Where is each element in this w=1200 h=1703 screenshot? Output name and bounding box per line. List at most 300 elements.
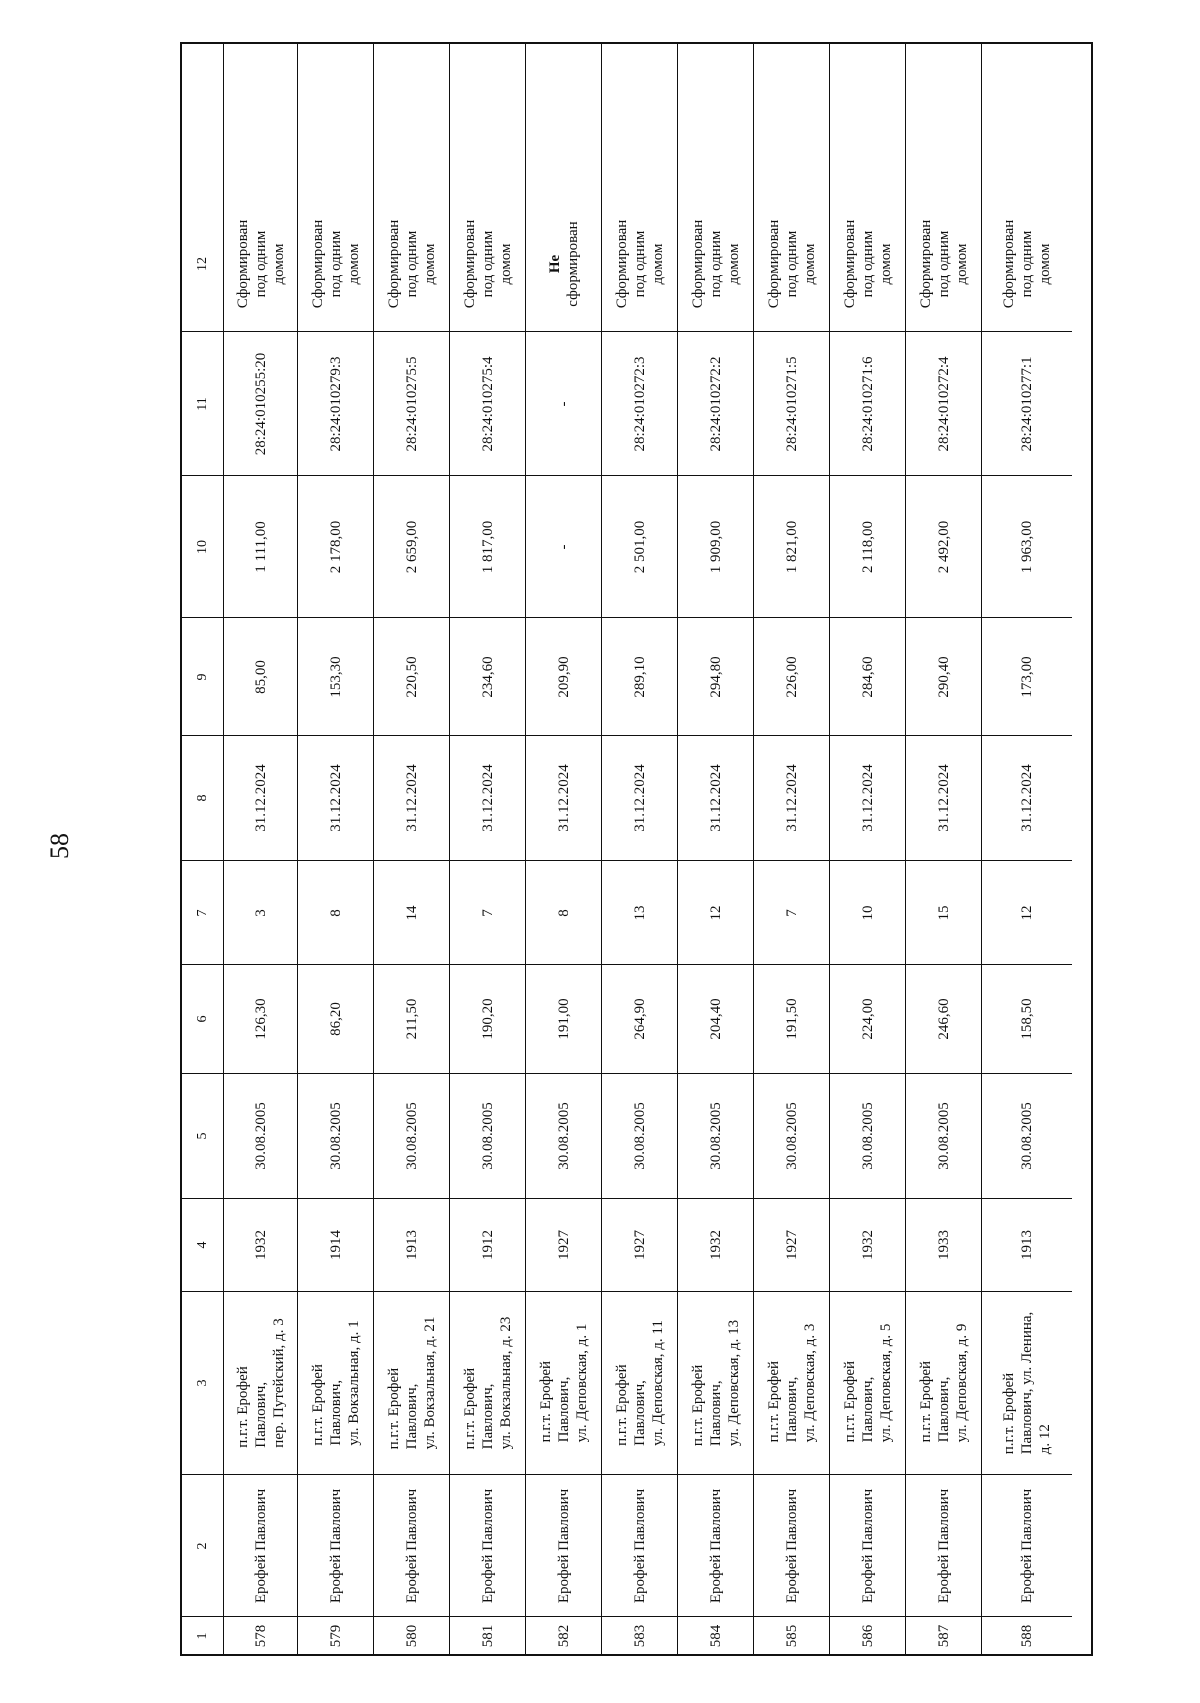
cell-text: Ерофей Павлович	[327, 1488, 344, 1603]
cell-line: п.г.т. Ерофей	[689, 1364, 706, 1447]
table-cell	[298, 197, 373, 331]
table-cell	[678, 617, 753, 735]
cell-text: 28:24:010272:4	[935, 355, 952, 452]
table-cell	[982, 1474, 1072, 1616]
cell-text: 30.08.2005	[783, 1102, 800, 1170]
cell-line: домом	[649, 243, 666, 285]
cell-text: 28:24:010272:3	[631, 355, 648, 452]
cell-text: 8	[327, 908, 344, 917]
header-cell	[182, 1616, 223, 1654]
cell-text: 30.08.2005	[707, 1102, 724, 1170]
table-cell	[602, 1616, 677, 1654]
cell-line: п.г.т. Ерофей	[537, 1360, 554, 1443]
cell-text: Ерофей Павлович	[403, 1488, 420, 1603]
cell-line: Сформирован	[765, 219, 782, 309]
cell-line: ул. Деповская, д. 3	[801, 1323, 818, 1443]
table-cell	[298, 1474, 373, 1616]
table-cell	[754, 331, 829, 475]
header-cell	[182, 1198, 223, 1291]
table-cell	[982, 860, 1072, 964]
cell-text: 31.12.2024	[859, 764, 876, 832]
table-row	[449, 44, 525, 1654]
table-cell	[678, 331, 753, 475]
table-cell	[526, 964, 601, 1073]
table-cell	[450, 475, 525, 617]
table-cell	[374, 617, 449, 735]
table-cell	[678, 735, 753, 860]
cell-line: Сформирован	[841, 219, 858, 309]
cell-text: -	[555, 544, 572, 549]
table-cell	[224, 735, 297, 860]
cell-line: Сформирован	[461, 219, 478, 309]
cell-line: Павлович,	[935, 1376, 952, 1443]
cell-text: 583	[631, 1624, 648, 1647]
cell-text: Ерофей Павлович	[935, 1488, 952, 1603]
table-cell	[830, 331, 905, 475]
cell-text: 290,40	[935, 655, 952, 698]
cell-text: 31.12.2024	[935, 764, 952, 832]
table-cell	[450, 1616, 525, 1654]
cell-line: ул. Вокзальная, д. 21	[421, 1316, 438, 1450]
column-number: 4	[194, 1241, 210, 1249]
header-row	[182, 44, 223, 1654]
table-cell	[526, 331, 601, 475]
cell-line: Сформирован	[234, 219, 251, 309]
cell-text: 190,20	[479, 998, 496, 1040]
cell-text: 28:24:010275:5	[403, 355, 420, 452]
table-cell	[450, 331, 525, 475]
cell-line: под одним	[1019, 230, 1035, 298]
table-cell	[374, 860, 449, 964]
cell-text: 204,40	[707, 998, 724, 1040]
table-cell	[754, 1198, 829, 1291]
table-cell	[906, 1474, 981, 1616]
cell-text	[689, 220, 743, 309]
cell-line: домом	[725, 243, 742, 285]
table-cell	[374, 1291, 449, 1474]
table-cell	[298, 1291, 373, 1474]
page-number-text: 58	[45, 833, 74, 859]
cell-text: 28:24:010275:4	[479, 355, 496, 452]
table-cell	[830, 1616, 905, 1654]
table-cell	[602, 331, 677, 475]
table-cell	[982, 617, 1072, 735]
cell-line: ул. Деповская, д. 9	[953, 1323, 970, 1443]
table-cell	[298, 860, 373, 964]
cell-text: 581	[479, 1624, 496, 1647]
cell-text	[461, 220, 515, 309]
cell-text: 2 501,00	[631, 520, 648, 573]
cell-text: 1 817,00	[479, 520, 496, 573]
cell-text: 284,60	[859, 655, 876, 698]
table-cell	[224, 197, 297, 331]
cell-text: 289,10	[631, 655, 648, 698]
cell-text	[765, 1324, 819, 1443]
cell-line: домом	[270, 243, 287, 285]
table-cell	[678, 197, 753, 331]
table-cell	[982, 1291, 1072, 1474]
cell-text	[841, 220, 895, 309]
cell-line: ул. Деповская, д. 1	[573, 1323, 590, 1443]
cell-line: Сформирован	[385, 219, 402, 309]
table-cell	[830, 197, 905, 331]
cell-text: 1914	[327, 1230, 344, 1260]
cell-text: 28:24:010271:6	[859, 355, 876, 452]
table-cell	[906, 1073, 981, 1198]
cell-text: 7	[783, 908, 800, 917]
cell-text: 1927	[783, 1230, 800, 1260]
cell-text: 580	[403, 1624, 420, 1647]
cell-text: 220,50	[403, 655, 420, 698]
cell-text: 587	[935, 1624, 952, 1647]
cell-text: 1932	[252, 1230, 269, 1260]
table-cell	[450, 1291, 525, 1474]
cell-line: сформирован	[564, 221, 581, 307]
column-number: 2	[194, 1542, 210, 1549]
table-cell	[982, 735, 1072, 860]
cell-text: 246,60	[935, 998, 952, 1040]
table-cell	[526, 735, 601, 860]
table-cell	[224, 331, 297, 475]
cell-text: Ерофей Павлович	[252, 1488, 269, 1603]
cell-text: 582	[555, 1624, 572, 1647]
table-cell	[374, 964, 449, 1073]
table-cell	[224, 475, 297, 617]
cell-line: ул. Вокзальная, д. 23	[497, 1316, 514, 1450]
page-number	[40, 816, 80, 876]
table-cell	[754, 1073, 829, 1198]
cell-line: д. 12	[1037, 1424, 1053, 1455]
cell-line: п.г.т. Ерофей	[234, 1366, 251, 1448]
cell-line: Павлович,	[479, 1383, 496, 1450]
table-cell	[526, 475, 601, 617]
table-cell	[374, 475, 449, 617]
table-cell	[224, 1291, 297, 1474]
table-cell	[602, 735, 677, 860]
table-cell	[224, 617, 297, 735]
cell-text: 1912	[479, 1230, 496, 1260]
table-cell	[906, 1616, 981, 1654]
cell-text: 191,50	[783, 998, 800, 1040]
table-cell	[298, 475, 373, 617]
table-cell	[830, 475, 905, 617]
cell-text: 191,00	[555, 998, 572, 1040]
cell-text: Ерофей Павлович	[479, 1488, 496, 1603]
table-cell	[830, 1198, 905, 1291]
table-cell	[602, 860, 677, 964]
cell-line: под одним	[631, 230, 648, 298]
header-cell	[182, 964, 223, 1073]
cell-line: ул. Деповская, д. 5	[877, 1323, 894, 1443]
cell-line: домом	[953, 243, 970, 285]
header-cell	[182, 617, 223, 735]
table-cell	[830, 617, 905, 735]
table-cell	[450, 1073, 525, 1198]
column-number: 1	[194, 1632, 210, 1639]
table-cell	[754, 1616, 829, 1654]
cell-line: ул. Деповская, д. 11	[649, 1320, 666, 1446]
table-cell	[602, 1291, 677, 1474]
cell-line: Павлович, ул. Ленина,	[1019, 1311, 1035, 1455]
cell-text: 1932	[707, 1230, 724, 1260]
table-cell	[526, 617, 601, 735]
cell-line: Павлович,	[859, 1376, 876, 1443]
cell-text: -	[555, 401, 572, 406]
cell-text: 173,00	[1019, 655, 1035, 698]
table-cell	[526, 860, 601, 964]
cell-text: 13	[631, 905, 648, 920]
cell-line: домом	[421, 243, 438, 285]
cell-text: 578	[252, 1624, 269, 1647]
cell-text: 7	[479, 908, 496, 917]
column-number: 11	[194, 396, 210, 411]
table-row	[753, 44, 829, 1654]
cell-text: 224,00	[859, 998, 876, 1040]
cell-text	[546, 221, 582, 306]
cell-line: ул. Вокзальная, д. 1	[345, 1320, 362, 1446]
cell-text: 28:24:010279:3	[327, 355, 344, 452]
header-cell	[182, 735, 223, 860]
cell-text: 2 492,00	[935, 520, 952, 573]
cell-line: Сформирован	[917, 219, 934, 309]
column-number: 6	[194, 1015, 210, 1023]
table-cell	[224, 1616, 297, 1654]
table-cell	[450, 1474, 525, 1616]
column-number: 7	[194, 909, 210, 916]
cell-text: 209,90	[555, 655, 572, 698]
cell-line: п.г.т. Ерофей	[613, 1364, 630, 1446]
cell-text	[234, 1318, 288, 1447]
table-cell	[678, 1198, 753, 1291]
cell-text: 153,30	[327, 655, 344, 698]
table-cell	[526, 1073, 601, 1198]
table-cell	[906, 1291, 981, 1474]
table-cell	[678, 1073, 753, 1198]
cell-text	[309, 1320, 363, 1445]
table-cell	[982, 964, 1072, 1073]
table-cell	[298, 964, 373, 1073]
cell-line: под одним	[327, 230, 344, 298]
table-row	[677, 44, 753, 1654]
table-cell	[526, 1616, 601, 1654]
table-cell	[906, 617, 981, 735]
table-cell	[450, 197, 525, 331]
cell-text: 1 821,00	[783, 520, 800, 573]
table-cell	[602, 964, 677, 1073]
table-cell	[374, 197, 449, 331]
cell-text: 294,80	[707, 655, 724, 698]
table-cell	[526, 1291, 601, 1474]
cell-text: Ерофей Павлович	[1019, 1488, 1035, 1603]
cell-text: 264,90	[631, 998, 648, 1040]
table-cell	[830, 1474, 905, 1616]
table-row	[981, 44, 1072, 1654]
cell-line: п.г.т. Ерофей	[765, 1360, 782, 1443]
table-cell	[754, 964, 829, 1073]
cell-text: 85,00	[252, 659, 269, 694]
cell-line: Сформирован	[613, 219, 630, 309]
cell-text: 1932	[859, 1230, 876, 1260]
cell-text: 30.08.2005	[555, 1102, 572, 1170]
cell-line: Павлович,	[631, 1380, 648, 1446]
cell-text: 1933	[935, 1230, 952, 1260]
cell-text	[613, 220, 667, 309]
table-cell	[754, 860, 829, 964]
table-cell	[906, 197, 981, 331]
cell-text: 31.12.2024	[631, 764, 648, 832]
cell-text: Ерофей Павлович	[707, 1488, 724, 1603]
table-cell	[224, 1198, 297, 1291]
cell-line: Сформирован	[689, 219, 706, 309]
cell-text: 585	[783, 1624, 800, 1647]
cell-text: 31.12.2024	[1019, 764, 1035, 832]
cell-text	[765, 220, 819, 309]
table-cell	[982, 197, 1072, 331]
cell-line: под одним	[403, 230, 420, 298]
table-cell	[982, 331, 1072, 475]
column-number: 10	[194, 539, 210, 554]
cell-text: 12	[1019, 905, 1035, 920]
cell-line: под одним	[935, 230, 952, 298]
cell-text: Ерофей Павлович	[555, 1488, 572, 1603]
cell-line: Павлович,	[707, 1380, 724, 1447]
table-cell	[982, 1198, 1072, 1291]
cell-line: Павлович,	[252, 1381, 269, 1448]
column-number: 12	[194, 257, 210, 271]
cell-text	[841, 1324, 895, 1443]
cell-text: 8	[555, 908, 572, 917]
cell-text: 30.08.2005	[859, 1102, 876, 1170]
cell-text: 31.12.2024	[327, 764, 344, 832]
table-cell	[224, 1474, 297, 1616]
table-cell	[602, 1198, 677, 1291]
table-cell	[374, 1616, 449, 1654]
cell-text: 226,00	[783, 655, 800, 698]
cell-text: 15	[935, 905, 952, 920]
cell-text: Ерофей Павлович	[783, 1488, 800, 1603]
cell-text: 10	[859, 905, 876, 920]
cell-text: 86,20	[327, 1002, 344, 1036]
table-cell	[906, 735, 981, 860]
table-cell	[754, 475, 829, 617]
table-cell	[224, 964, 297, 1073]
table-cell	[678, 1616, 753, 1654]
cell-text: 30.08.2005	[479, 1102, 496, 1170]
cell-text	[917, 1324, 971, 1443]
table-cell	[450, 617, 525, 735]
cell-text: 30.08.2005	[403, 1102, 420, 1170]
cell-text: 1927	[631, 1230, 648, 1260]
header-cell	[182, 475, 223, 617]
table-cell	[906, 475, 981, 617]
cell-text: Ерофей Павлович	[859, 1488, 876, 1603]
cell-text: 31.12.2024	[479, 764, 496, 832]
cell-text	[234, 220, 288, 309]
table-cell	[982, 1616, 1072, 1654]
cell-text	[537, 1324, 591, 1443]
table-cell	[526, 1198, 601, 1291]
cell-text: 12	[707, 905, 724, 920]
cell-line: Павлович,	[327, 1379, 344, 1446]
table-cell	[450, 735, 525, 860]
table-cell	[374, 331, 449, 475]
table-cell	[906, 860, 981, 964]
table-row	[223, 44, 297, 1654]
cell-text: 588	[1019, 1624, 1035, 1647]
cell-line: Сформирован	[1001, 219, 1017, 309]
table-cell	[298, 331, 373, 475]
cell-text	[689, 1320, 743, 1446]
cell-text: 31.12.2024	[403, 764, 420, 832]
cell-text: 586	[859, 1624, 876, 1647]
table-cell	[374, 1073, 449, 1198]
column-number: 5	[194, 1132, 210, 1140]
cell-text: 30.08.2005	[935, 1102, 952, 1170]
cell-text: 1913	[403, 1230, 420, 1260]
cell-text: 30.08.2005	[327, 1102, 344, 1170]
cell-line: Павлович,	[783, 1376, 800, 1443]
table-cell	[526, 1474, 601, 1616]
table-cell	[830, 964, 905, 1073]
cell-line: домом	[1037, 243, 1053, 285]
cell-line: под одним	[707, 230, 724, 298]
cell-line: домом	[801, 243, 818, 285]
table-cell	[830, 1073, 905, 1198]
cell-text: 28:24:010255:20	[252, 352, 269, 455]
table-cell	[754, 617, 829, 735]
column-number: 9	[194, 673, 210, 680]
cell-line: п.г.т. Ерофей	[309, 1364, 326, 1446]
table-cell	[678, 1474, 753, 1616]
cell-line: под одним	[859, 230, 876, 298]
cell-line: домом	[345, 243, 362, 285]
table-cell	[602, 197, 677, 331]
table-cell	[298, 1616, 373, 1654]
table-cell	[602, 475, 677, 617]
table-cell	[830, 860, 905, 964]
cell-line: Павлович,	[403, 1383, 420, 1450]
header-cell	[182, 331, 223, 475]
table-row	[905, 44, 981, 1654]
table-cell	[450, 1198, 525, 1291]
cell-text: 2 178,00	[327, 520, 344, 573]
cell-text: 1927	[555, 1230, 572, 1260]
cell-text	[461, 1317, 515, 1450]
cell-text	[917, 220, 971, 309]
column-number: 3	[194, 1379, 210, 1387]
table-cell	[224, 1073, 297, 1198]
cell-line: под одним	[252, 230, 269, 298]
cell-text	[309, 220, 363, 309]
table-cell	[754, 735, 829, 860]
cell-line: п.г.т. Ерофей	[461, 1367, 478, 1450]
table-cell	[602, 1474, 677, 1616]
cell-text: Ерофей Павлович	[631, 1488, 648, 1603]
table-cell	[678, 475, 753, 617]
table-cell	[906, 964, 981, 1073]
table-cell	[602, 617, 677, 735]
table-cell	[374, 735, 449, 860]
table-row	[829, 44, 905, 1654]
header-cell	[182, 1474, 223, 1616]
cell-text: 30.08.2005	[631, 1102, 648, 1170]
cell-line: п.г.т. Ерофей	[917, 1360, 934, 1443]
table-cell	[678, 1291, 753, 1474]
cell-text	[385, 1317, 439, 1450]
cell-text	[1000, 220, 1054, 309]
table-cell	[830, 1291, 905, 1474]
cell-line: под одним	[783, 230, 800, 298]
